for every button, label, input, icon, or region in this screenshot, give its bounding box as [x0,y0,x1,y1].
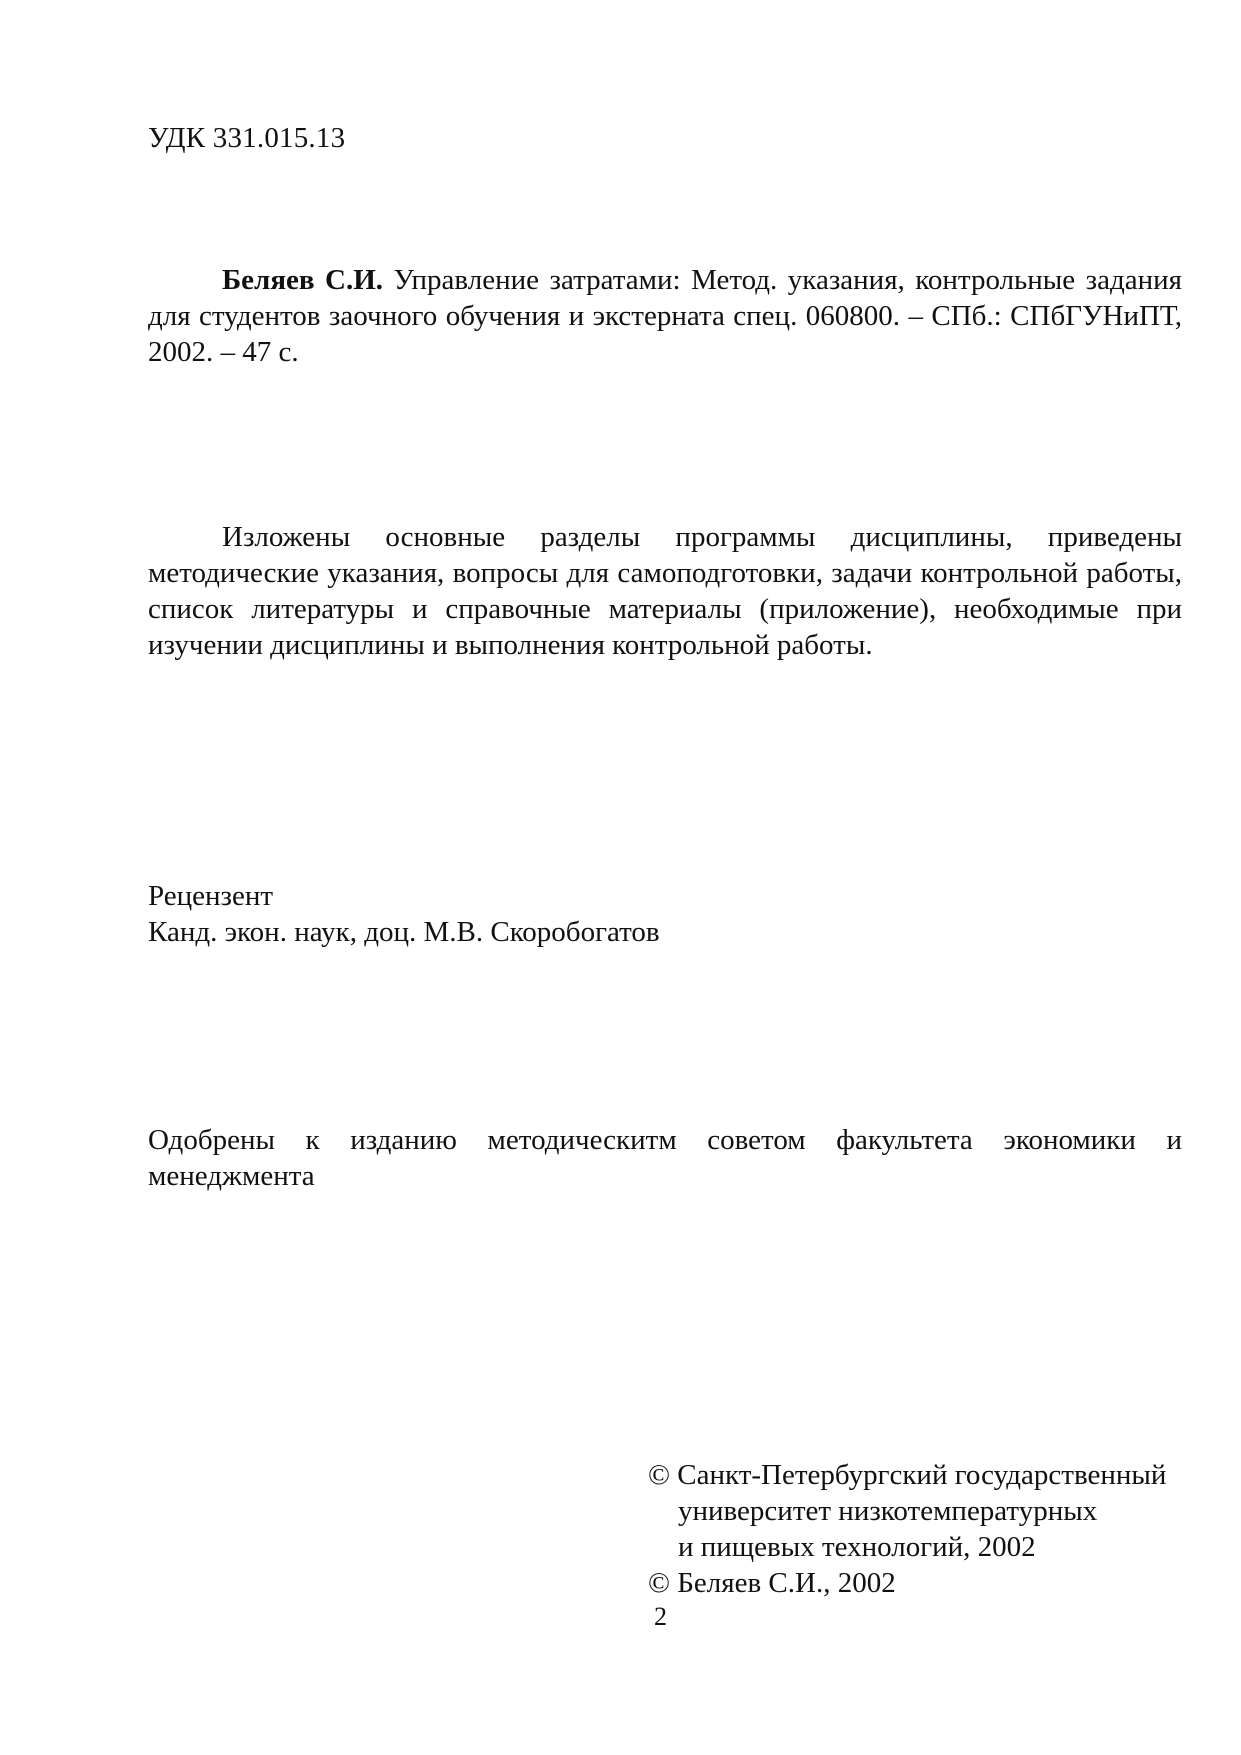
udk-code: УДК 331.015.13 [148,122,346,154]
copyright-university-line1: © Санкт-Петербургский государственный [648,1459,1167,1491]
copyright-block [648,1457,1208,1601]
copyright-university-line2: университет низкотемпературных [678,1495,1098,1527]
author-name: Беляев С.И. [222,264,384,296]
approval-note: Одобрены к изданию методическитм советом факультета экономики и менеджмента [148,1124,1182,1192]
reviewer-section [148,878,1182,950]
copyright-author-line: © Беляев С.И., 2002 [648,1567,896,1599]
abstract-paragraph: Изложены основные разделы программы дисциплины, приведены методические указания, вопросы для самоподготовки, задачи контрольной работы, список литературы и справочные материалы (приложение), необходимые при изучении дисциплины и выполнения контрольной работы. [148,521,1182,661]
bibliographic-text: Управление затратами: Метод. указания, контрольные задания для студентов заочного обучения и экстерната спец. 060800. – СПб.: СПбГУНиПТ, 2002. – 47 с. [148,264,1182,368]
reviewer-name: Канд. экон. наук, доц. М.В. Скоробогатов [148,916,660,948]
copyright-university-line3: и пищевых технологий, 2002 [678,1531,1036,1563]
page-number: 2 [654,1602,667,1631]
reviewer-heading: Рецензент [148,880,274,912]
bibliographic-description [148,262,1182,370]
